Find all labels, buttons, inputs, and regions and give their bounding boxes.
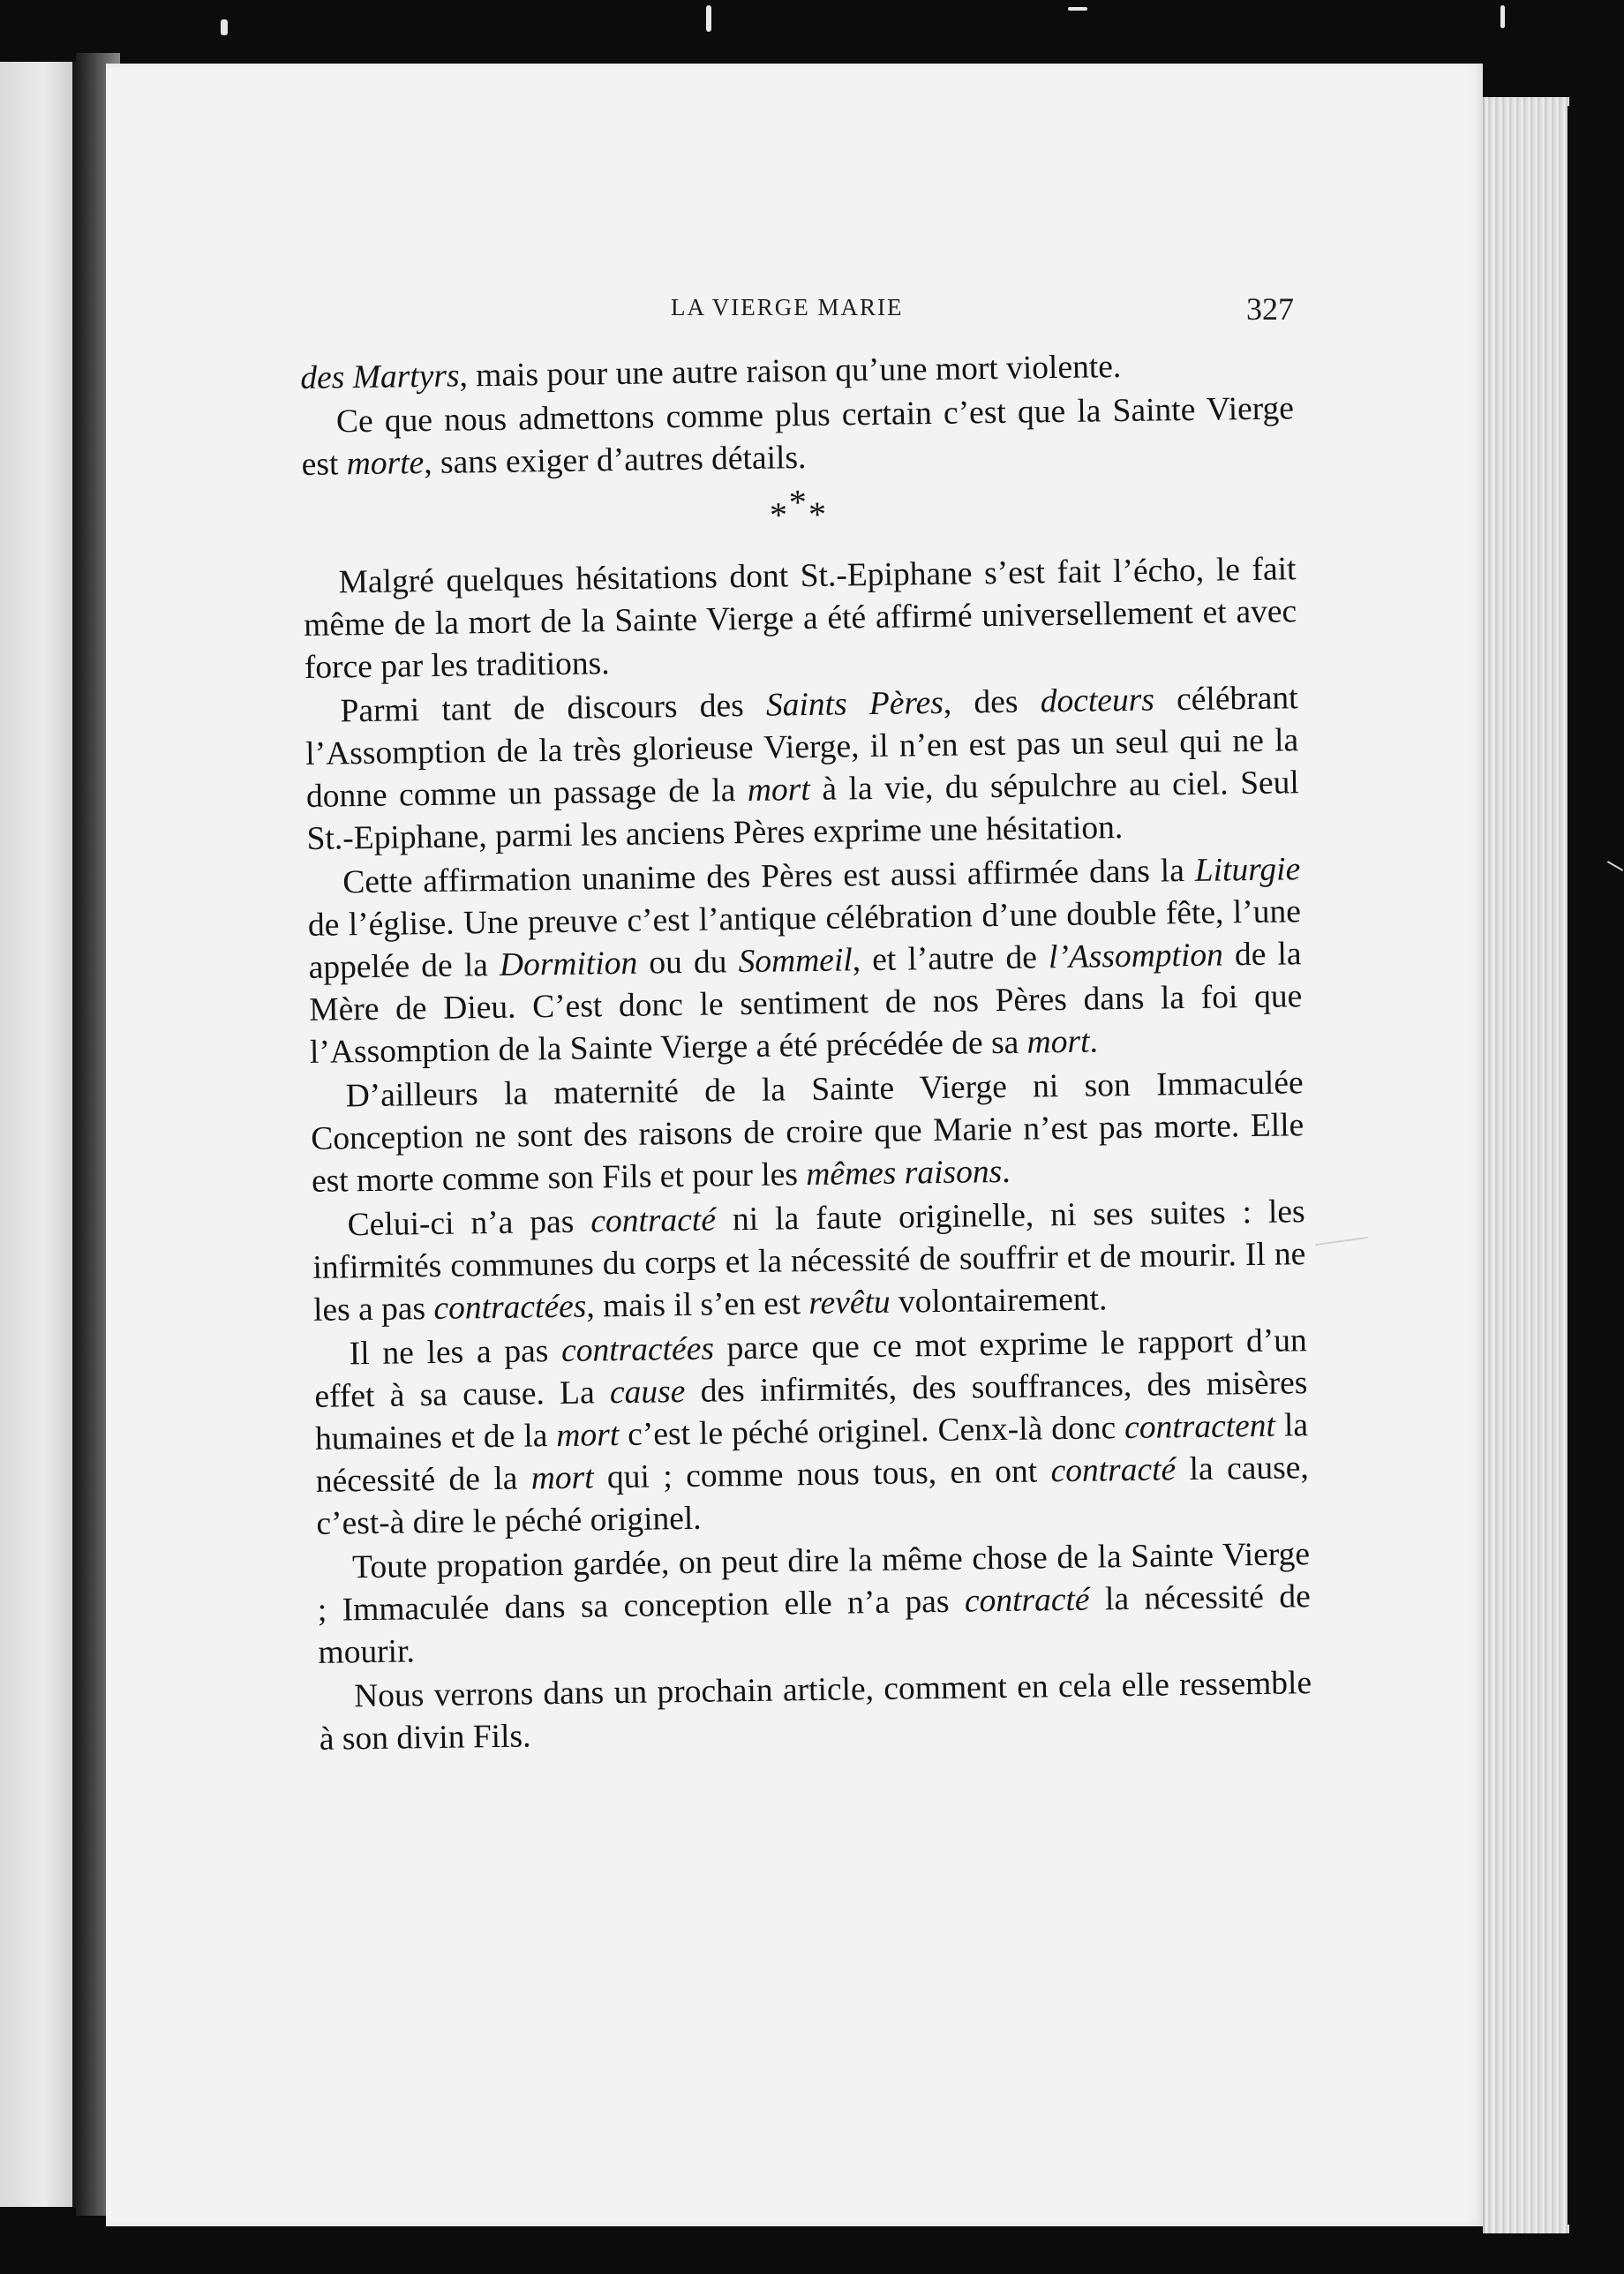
running-title: LA VIERGE MARIE (671, 294, 904, 320)
italic-text: morte (346, 445, 425, 483)
text-segment: , mais pour une autre raison qu’une mort violente. (459, 349, 1122, 395)
text-segment: de la Mère de Dieu. C’est donc le sentiment de nos Pères dans la foi que l’Assomption de la Sainte Vierge a été précédée de sa (309, 936, 1303, 1071)
text-segment: la cause, c’est-à dire le péché originel. (316, 1449, 1309, 1542)
italic-text: contracté (964, 1581, 1090, 1620)
text-segment: volontairement. (890, 1281, 1108, 1321)
italic-text: mêmes raisons (806, 1153, 1003, 1193)
text-segment: . (1089, 1023, 1099, 1060)
paragraph (301, 388, 1295, 486)
paragraph (313, 1320, 1309, 1546)
italic-text: contractent (1124, 1407, 1276, 1447)
text-segment: la nécessité de la (315, 1407, 1309, 1500)
italic-text: contracté (1050, 1451, 1177, 1490)
body-text (300, 343, 1312, 1763)
italic-text: contractées (433, 1288, 587, 1327)
text-segment: Ce que nous admettons comme plus certain c’est que la Sainte Vierge est (301, 390, 1295, 483)
running-header (671, 291, 1294, 329)
paragraph (310, 1062, 1304, 1203)
italic-text: Dormition (499, 945, 638, 983)
section-divider-asterism (302, 481, 1295, 539)
text-segment: à la vie, du sépulchre au ciel. Seul St.-Epiphane, parmi les anciens Pères exprime une hésitation. (306, 764, 1300, 857)
paragraph (319, 1662, 1312, 1761)
text-segment: , et l’autre de (852, 939, 1049, 979)
page-number: 327 (1246, 291, 1294, 327)
text-segment: , mais il s’en est (586, 1285, 809, 1325)
text-segment: ou du (636, 944, 739, 982)
text-segment: ni la faute originelle, ni ses suites : les infirmités communes du corps et la nécessité de souffrir et de mourir. Il ne les a pas (312, 1193, 1306, 1329)
italic-text: mort (1026, 1023, 1090, 1061)
scan-background-right (1568, 106, 1624, 2225)
text-segment: D’ailleurs la maternité de la Sainte Vierge ni son Immaculée Conception ne sont des raisons de croire que Marie n’est pas morte. Elle est morte comme son Fils et pour les (311, 1065, 1304, 1200)
text-segment: la nécessité de mourir. (318, 1578, 1312, 1671)
text-segment: Celui-ci n’a pas (347, 1203, 591, 1244)
page-stack-edges (1483, 97, 1569, 2233)
italic-text: des Martyrs (300, 358, 460, 396)
scan-artifact (1068, 7, 1087, 11)
text-segment: des infirmités, des souffrances, des misères humaines et de la (314, 1365, 1308, 1457)
asterisk: * (808, 493, 829, 534)
scan-artifact (706, 5, 711, 32)
italic-text: l’Assomption (1048, 937, 1224, 976)
paragraph (317, 1533, 1312, 1675)
paragraph (312, 1191, 1306, 1332)
text-segment: Toute propation gardée, on peut dire la même chose de la Sainte Vierge ; Immaculée dans sa conception elle n’a pas (317, 1536, 1311, 1629)
scan-artifact (221, 19, 228, 35)
paragraph (304, 677, 1300, 861)
italic-text: docteurs (1040, 681, 1155, 720)
text-segment: Cette affirmation unanime des Pères est aussi affirmée dans la (342, 852, 1196, 901)
text-segment: , des (943, 683, 1041, 721)
italic-text: revêtu (808, 1284, 891, 1322)
italic-text: mort (747, 771, 811, 809)
italic-text: Liturgie (1194, 851, 1301, 889)
text-segment: Nous verrons dans un prochain article, comment en cela elle ressemble à son divin Fils. (319, 1665, 1312, 1758)
text-segment: Malgré quelques hésitations dont St.-Epiphane s’est fait l’écho, le fait même de la mort de la Sainte Vierge a été affirmé universellement et avec force par les traditions. (303, 551, 1297, 686)
asterisk: * (769, 494, 790, 535)
text-segment: c’est le péché originel. Cenx-là donc (618, 1410, 1125, 1454)
text-segment: qui ; comme nous tous, en ont (593, 1453, 1051, 1496)
italic-text: contractées (560, 1330, 715, 1369)
italic-text: mort (530, 1459, 594, 1497)
italic-text: contracté (590, 1201, 717, 1240)
italic-text: mort (556, 1417, 620, 1455)
text-segment: Parmi tant de discours des (340, 687, 767, 730)
italic-text: Saints Pères (765, 684, 944, 724)
text-segment: célébrant l’Assomption de la très glorieuse Vierge, il n’en est pas un seul qui ne la donne comme un passage de la (304, 680, 1299, 815)
italic-text: Sommeil (738, 942, 853, 981)
text-segment: de l’église. Une preuve c’est l’antique célébration d’une double fête, l’une appelée de la (307, 893, 1302, 986)
facing-page-edge (0, 62, 76, 2207)
text-segment: , sans exiger d’autres détails. (423, 440, 807, 482)
scan-artifact (1500, 5, 1505, 28)
text-segment: parce que ce mot exprime le rapport d’un effet à sa cause. La (314, 1322, 1307, 1415)
paragraph (307, 848, 1303, 1074)
italic-text: cause (609, 1374, 686, 1412)
text-segment: . (1001, 1153, 1011, 1190)
asterisk: * (788, 481, 809, 523)
text-segment: Il ne les a pas (349, 1332, 562, 1373)
paragraph (303, 548, 1297, 689)
